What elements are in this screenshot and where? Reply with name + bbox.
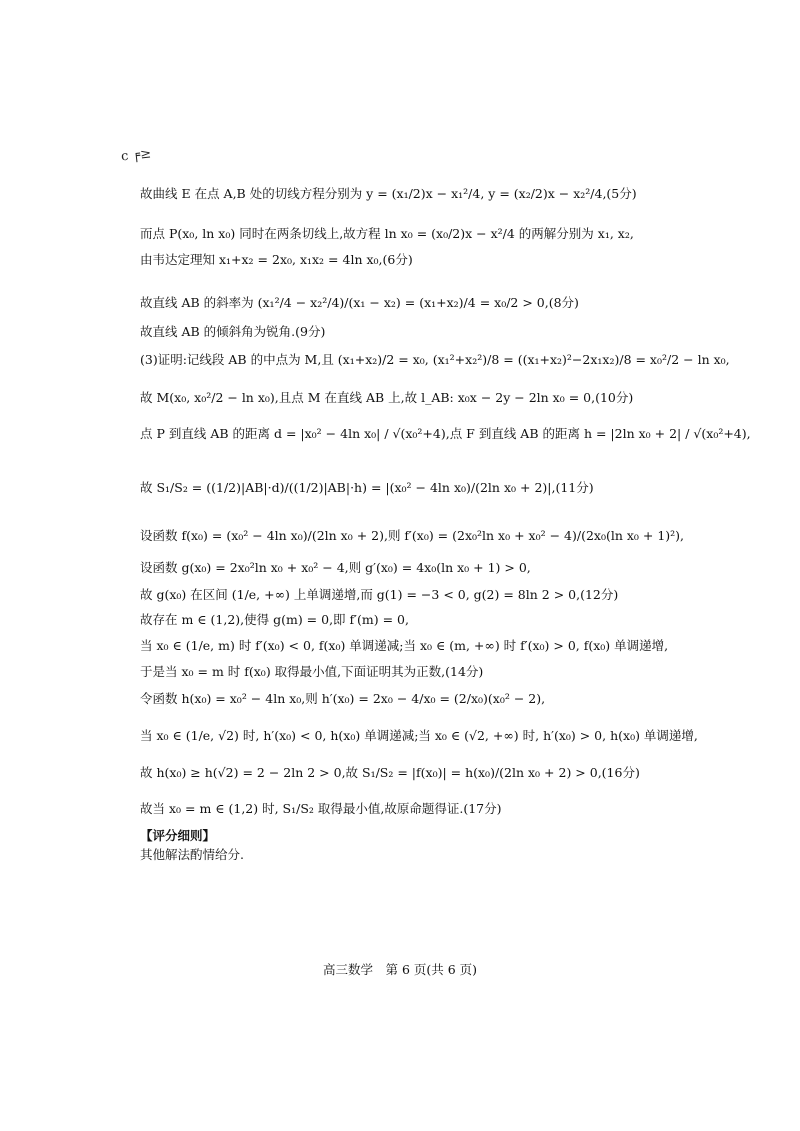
solution-line: (3)证明:记线段 AB 的中点为 M,且 (x₁+x₂)/2 = x₀, (x₁²+x₂²)/8 = ((x₁+x₂)²−2x₁x₂)/8 = x₀²/2 − ln x₀, [140, 352, 730, 367]
solution-line: 故当 x₀ = m ∈ (1,2) 时, S₁/S₂ 取得最小值,故原命题得证.(17分) [140, 801, 502, 816]
solution-line: 故曲线 E 在点 A,B 处的切线方程分别为 y = (x₁/2)x − x₁²/4, y = (x₂/2)x − x₂²/4,(5分) [140, 186, 637, 201]
page-footer: 高三数学 第 6 页(共 6 页) [322, 962, 478, 977]
solution-line: 故 S₁/S₂ = ((1/2)|AB|·d)/((1/2)|AB|·h) = |(x₀² − 4ln x₀)/(2ln x₀ + 2)|,(11分) [140, 480, 594, 495]
solution-line: 故直线 AB 的斜率为 (x₁²/4 − x₂²/4)/(x₁ − x₂) = (x₁+x₂)/4 = x₀/2 > 0,(8分) [140, 295, 579, 310]
scoring-note: 其他解法酌情给分. [140, 847, 244, 862]
solution-line: 令函数 h(x₀) = x₀² − 4ln x₀,则 h′(x₀) = 2x₀ − 4/x₀ = (2/x₀)(x₀² − 2), [140, 691, 546, 706]
scan-mark: c ╒≥ [120, 146, 152, 165]
solution-line: 而点 P(x₀, ln x₀) 同时在两条切线上,故方程 ln x₀ = (x₀/2)x − x²/4 的两解分别为 x₁, x₂, [140, 226, 634, 241]
solution-line: 故 g(x₀) 在区间 (1/e, +∞) 上单调递增,而 g(1) = −3 < 0, g(2) = 8ln 2 > 0,(12分) [140, 587, 619, 602]
scoring-rules-heading: 【评分细则】 [140, 828, 216, 843]
solution-line: 于是当 x₀ = m 时 f(x₀) 取得最小值,下面证明其为正数,(14分) [140, 664, 484, 679]
solution-line: 由韦达定理知 x₁+x₂ = 2x₀, x₁x₂ = 4ln x₀,(6分) [140, 252, 413, 267]
solution-line: 故存在 m ∈ (1,2),使得 g(m) = 0,即 f′(m) = 0, [140, 612, 409, 627]
solution-line: 点 P 到直线 AB 的距离 d = |x₀² − 4ln x₀| / √(x₀²+4),点 F 到直线 AB 的距离 h = |2ln x₀ + 2| / √(x₀²+4), [140, 426, 751, 441]
solution-line: 故 M(x₀, x₀²/2 − ln x₀),且点 M 在直线 AB 上,故 l_AB: x₀x − 2y − 2ln x₀ = 0,(10分) [140, 390, 634, 405]
solution-line: 故直线 AB 的倾斜角为锐角.(9分) [140, 324, 326, 339]
solution-line: 故 h(x₀) ≥ h(√2) = 2 − 2ln 2 > 0,故 S₁/S₂ = |f(x₀)| = h(x₀)/(2ln x₀ + 2) > 0,(16分) [140, 765, 640, 780]
solution-line: 设函数 f(x₀) = (x₀² − 4ln x₀)/(2ln x₀ + 2),则 f′(x₀) = (2x₀²ln x₀ + x₀² − 4)/(2x₀(ln x₀ + 1)²), [140, 528, 685, 543]
solution-line: 当 x₀ ∈ (1/e, √2) 时, h′(x₀) < 0, h(x₀) 单调递减;当 x₀ ∈ (√2, +∞) 时, h′(x₀) > 0, h(x₀) 单调递增, [140, 728, 698, 743]
solution-line: 设函数 g(x₀) = 2x₀²ln x₀ + x₀² − 4,则 g′(x₀) = 4x₀(ln x₀ + 1) > 0, [140, 560, 531, 575]
solution-line: 当 x₀ ∈ (1/e, m) 时 f′(x₀) < 0, f(x₀) 单调递减;当 x₀ ∈ (m, +∞) 时 f′(x₀) > 0, f(x₀) 单调递增, [140, 638, 669, 653]
